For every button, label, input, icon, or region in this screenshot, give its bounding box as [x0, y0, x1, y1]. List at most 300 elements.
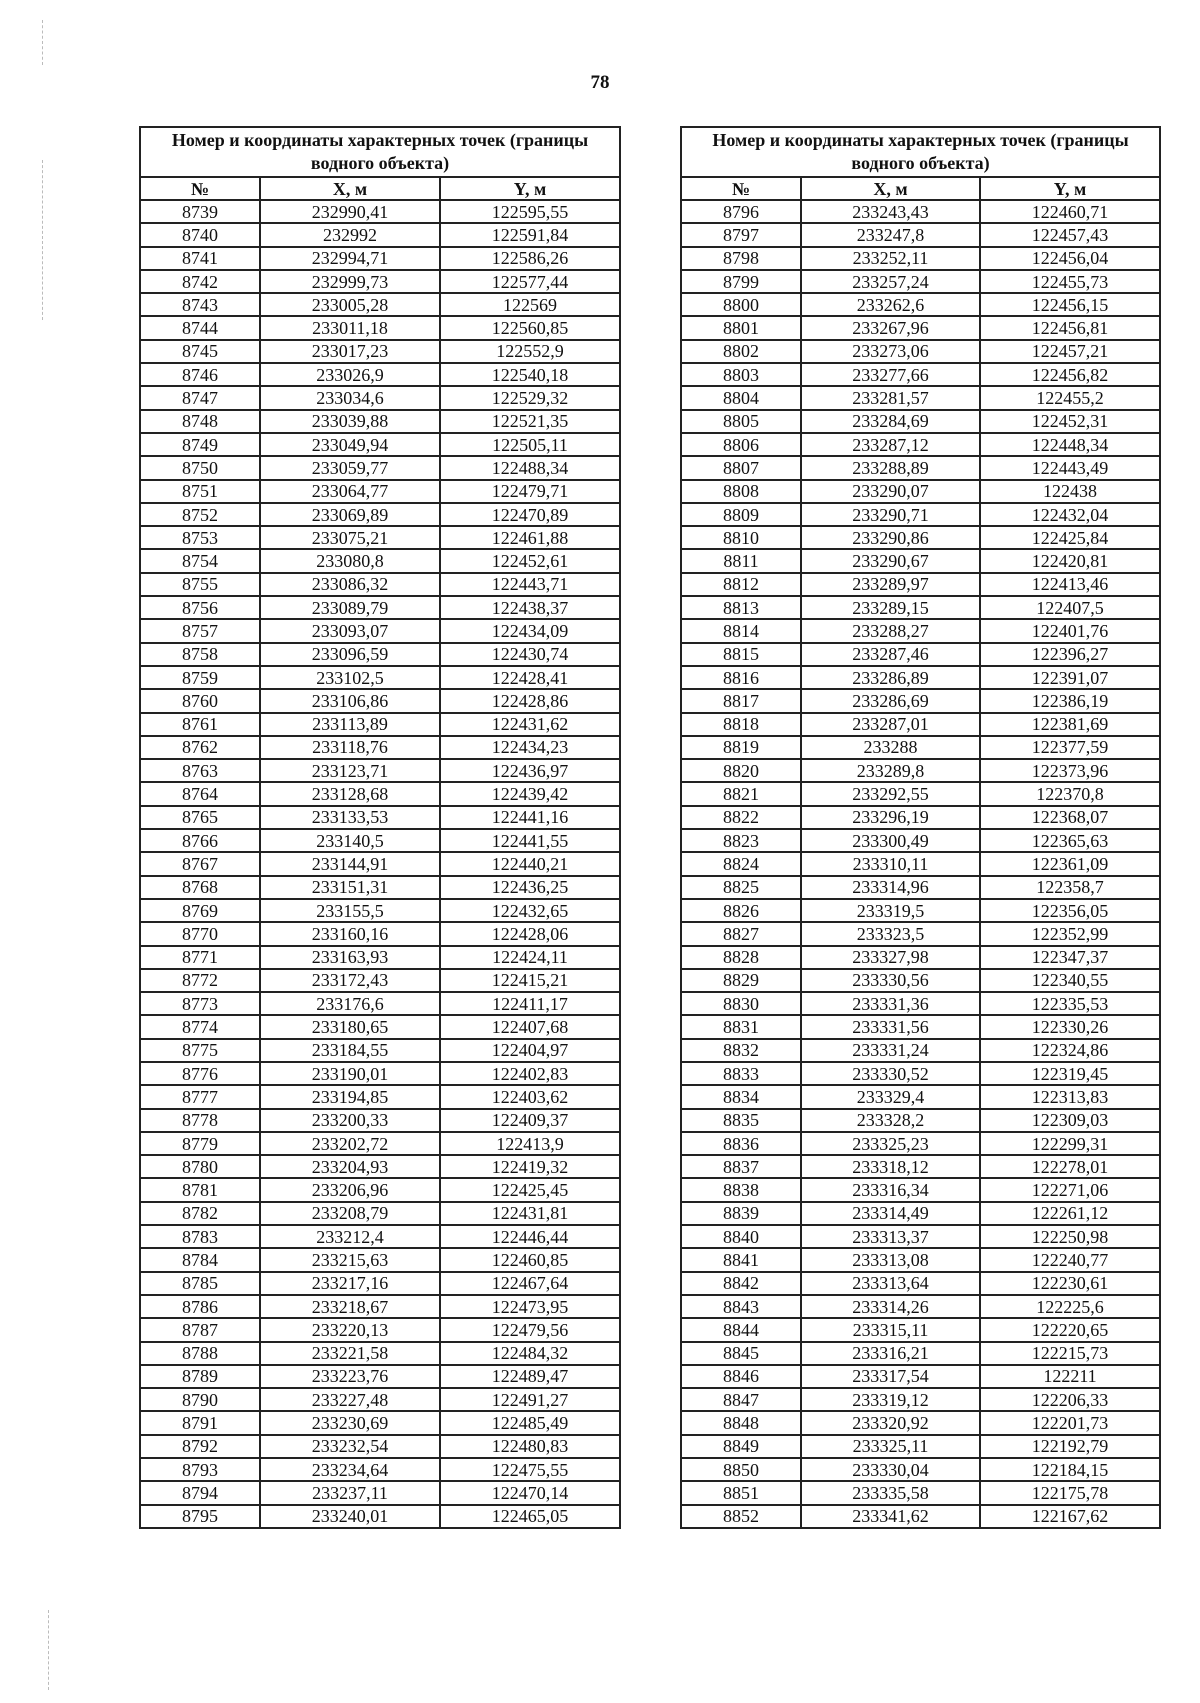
- table-row: [140, 433, 620, 456]
- table-row: [681, 829, 1160, 852]
- point-number-cell: 8791: [140, 1411, 260, 1434]
- coordinate-y-cell: 122201,73: [980, 1411, 1160, 1434]
- coordinate-x-cell: 233288,27: [801, 619, 980, 642]
- coordinate-x-cell: 233151,31: [260, 876, 440, 899]
- coordinate-x-cell: 232994,71: [260, 247, 440, 270]
- table-row: [681, 806, 1160, 829]
- coordinate-y-cell: 122456,04: [980, 247, 1160, 270]
- coordinate-x-cell: 233330,52: [801, 1062, 980, 1085]
- point-number-cell: 8810: [681, 526, 801, 549]
- point-number-cell: 8818: [681, 713, 801, 736]
- table-row: [681, 1085, 1160, 1108]
- point-number-cell: 8820: [681, 759, 801, 782]
- coordinate-y-cell: 122250,98: [980, 1225, 1160, 1248]
- point-number-cell: 8782: [140, 1202, 260, 1225]
- coordinate-y-cell: 122491,27: [440, 1388, 620, 1411]
- point-number-cell: 8823: [681, 829, 801, 852]
- coordinate-y-cell: 122370,8: [980, 782, 1160, 805]
- point-number-cell: 8808: [681, 480, 801, 503]
- coordinate-x-cell: 233106,86: [260, 689, 440, 712]
- table-row: [140, 596, 620, 619]
- coordinate-y-cell: 122215,73: [980, 1342, 1160, 1365]
- table-row: [681, 433, 1160, 456]
- coordinate-y-cell: 122330,26: [980, 1015, 1160, 1038]
- coordinate-y-cell: 122456,82: [980, 363, 1160, 386]
- table-row: [681, 456, 1160, 479]
- coordinate-y-cell: 122479,71: [440, 480, 620, 503]
- coordinate-x-cell: 233140,5: [260, 829, 440, 852]
- coordinate-y-cell: 122396,27: [980, 643, 1160, 666]
- point-number-cell: 8774: [140, 1015, 260, 1038]
- table-row: [140, 1505, 620, 1528]
- point-number-cell: 8767: [140, 852, 260, 875]
- coordinate-x-cell: 233313,08: [801, 1248, 980, 1271]
- point-number-cell: 8764: [140, 782, 260, 805]
- coordinate-x-cell: 233267,96: [801, 316, 980, 339]
- point-number-cell: 8772: [140, 969, 260, 992]
- point-number-cell: 8743: [140, 293, 260, 316]
- coordinate-x-cell: 233190,01: [260, 1062, 440, 1085]
- coordinate-x-cell: 233086,32: [260, 573, 440, 596]
- table-row: [681, 200, 1160, 223]
- coordinate-x-cell: 233243,43: [801, 200, 980, 223]
- coordinate-x-cell: 233319,5: [801, 899, 980, 922]
- coordinate-y-cell: 122413,46: [980, 573, 1160, 596]
- coordinate-x-cell: 233290,71: [801, 503, 980, 526]
- table-title: Номер и координаты характерных точек (границы водного объекта): [140, 127, 620, 177]
- point-number-cell: 8816: [681, 666, 801, 689]
- point-number-cell: 8765: [140, 806, 260, 829]
- table-row: [140, 1085, 620, 1108]
- table-row: [681, 1132, 1160, 1155]
- table-row: [681, 992, 1160, 1015]
- table-row: [140, 806, 620, 829]
- table-row: [681, 759, 1160, 782]
- coordinate-x-cell: 233204,93: [260, 1155, 440, 1178]
- coordinate-y-cell: 122309,03: [980, 1109, 1160, 1132]
- point-number-cell: 8795: [140, 1505, 260, 1528]
- coordinate-y-cell: 122470,14: [440, 1481, 620, 1504]
- table-row: [140, 782, 620, 805]
- table-row: [140, 316, 620, 339]
- column-header-number: №: [681, 177, 801, 200]
- point-number-cell: 8789: [140, 1365, 260, 1388]
- table-row: [681, 386, 1160, 409]
- table-row: [140, 829, 620, 852]
- coordinate-x-cell: 233237,11: [260, 1481, 440, 1504]
- table-row: [681, 1365, 1160, 1388]
- table-row: [681, 480, 1160, 503]
- coordinate-y-cell: 122443,71: [440, 573, 620, 596]
- coordinate-x-cell: 233218,67: [260, 1295, 440, 1318]
- table-row: [681, 619, 1160, 642]
- coordinate-x-cell: 233317,54: [801, 1365, 980, 1388]
- table-row: [140, 573, 620, 596]
- table-row: [681, 876, 1160, 899]
- coordinate-x-cell: 233227,48: [260, 1388, 440, 1411]
- table-row: [140, 480, 620, 503]
- point-number-cell: 8837: [681, 1155, 801, 1178]
- coordinate-y-cell: 122439,42: [440, 782, 620, 805]
- table-row: [140, 1132, 620, 1155]
- point-number-cell: 8759: [140, 666, 260, 689]
- coordinate-x-cell: 233133,53: [260, 806, 440, 829]
- coordinate-y-cell: 122441,16: [440, 806, 620, 829]
- coordinate-x-cell: 232999,73: [260, 270, 440, 293]
- coordinate-x-cell: 233247,8: [801, 223, 980, 246]
- point-number-cell: 8766: [140, 829, 260, 852]
- point-number-cell: 8768: [140, 876, 260, 899]
- coordinate-y-cell: 122473,95: [440, 1295, 620, 1318]
- coordinate-x-cell: 233300,49: [801, 829, 980, 852]
- coordinate-y-cell: 122436,97: [440, 759, 620, 782]
- coordinate-y-cell: 122358,7: [980, 876, 1160, 899]
- coordinate-y-cell: 122425,45: [440, 1178, 620, 1201]
- table-row: [140, 922, 620, 945]
- table-row: [681, 1178, 1160, 1201]
- point-number-cell: 8801: [681, 316, 801, 339]
- table-row: [140, 1435, 620, 1458]
- coordinate-y-cell: 122452,31: [980, 410, 1160, 433]
- point-number-cell: 8822: [681, 806, 801, 829]
- table-row: [140, 992, 620, 1015]
- coordinates-table-right: [680, 126, 1161, 1529]
- coordinate-y-cell: 122386,19: [980, 689, 1160, 712]
- table-row: [681, 922, 1160, 945]
- table-row: [140, 1015, 620, 1038]
- coordinate-x-cell: 233286,89: [801, 666, 980, 689]
- coordinate-y-cell: 122391,07: [980, 666, 1160, 689]
- coordinate-x-cell: 233325,11: [801, 1435, 980, 1458]
- coordinate-y-cell: 122455,2: [980, 386, 1160, 409]
- table-row: [681, 596, 1160, 619]
- point-number-cell: 8821: [681, 782, 801, 805]
- point-number-cell: 8826: [681, 899, 801, 922]
- coordinate-x-cell: 233089,79: [260, 596, 440, 619]
- coordinate-y-cell: 122347,37: [980, 946, 1160, 969]
- coordinate-x-cell: 233034,6: [260, 386, 440, 409]
- coordinate-y-cell: 122488,34: [440, 456, 620, 479]
- point-number-cell: 8770: [140, 922, 260, 945]
- coordinate-x-cell: 233075,21: [260, 526, 440, 549]
- coordinate-x-cell: 233319,12: [801, 1388, 980, 1411]
- coordinate-x-cell: 233123,71: [260, 759, 440, 782]
- coordinate-y-cell: 122425,84: [980, 526, 1160, 549]
- coordinate-y-cell: 122457,43: [980, 223, 1160, 246]
- coordinate-x-cell: 233049,94: [260, 433, 440, 456]
- coordinate-x-cell: 233069,89: [260, 503, 440, 526]
- coordinate-y-cell: 122569: [440, 293, 620, 316]
- point-number-cell: 8838: [681, 1178, 801, 1201]
- point-number-cell: 8756: [140, 596, 260, 619]
- coordinate-x-cell: 233331,56: [801, 1015, 980, 1038]
- point-number-cell: 8811: [681, 549, 801, 572]
- coordinate-y-cell: 122402,83: [440, 1062, 620, 1085]
- point-number-cell: 8775: [140, 1039, 260, 1062]
- table-row: [681, 643, 1160, 666]
- point-number-cell: 8833: [681, 1062, 801, 1085]
- coordinate-x-cell: 233005,28: [260, 293, 440, 316]
- point-number-cell: 8780: [140, 1155, 260, 1178]
- coordinate-x-cell: 233217,16: [260, 1272, 440, 1295]
- table-body: [140, 200, 620, 1528]
- coordinate-y-cell: 122415,21: [440, 969, 620, 992]
- coordinate-x-cell: 233316,34: [801, 1178, 980, 1201]
- coordinate-x-cell: 233128,68: [260, 782, 440, 805]
- table-row: [681, 1318, 1160, 1341]
- coordinate-x-cell: 233341,62: [801, 1505, 980, 1528]
- coordinate-x-cell: 233080,8: [260, 549, 440, 572]
- point-number-cell: 8754: [140, 549, 260, 572]
- coordinate-y-cell: 122470,89: [440, 503, 620, 526]
- coordinate-y-cell: 122591,84: [440, 223, 620, 246]
- coordinate-y-cell: 122438: [980, 480, 1160, 503]
- point-number-cell: 8742: [140, 270, 260, 293]
- point-number-cell: 8805: [681, 410, 801, 433]
- coordinate-x-cell: 233325,23: [801, 1132, 980, 1155]
- table-row: [140, 1481, 620, 1504]
- coordinate-x-cell: 233330,56: [801, 969, 980, 992]
- point-number-cell: 8771: [140, 946, 260, 969]
- table-row: [681, 689, 1160, 712]
- point-number-cell: 8793: [140, 1458, 260, 1481]
- coordinate-y-cell: 122441,55: [440, 829, 620, 852]
- point-number-cell: 8761: [140, 713, 260, 736]
- coordinate-x-cell: 233318,12: [801, 1155, 980, 1178]
- point-number-cell: 8832: [681, 1039, 801, 1062]
- point-number-cell: 8798: [681, 247, 801, 270]
- coordinate-y-cell: 122505,11: [440, 433, 620, 456]
- coordinate-x-cell: 233314,26: [801, 1295, 980, 1318]
- point-number-cell: 8848: [681, 1411, 801, 1434]
- coordinate-y-cell: 122261,12: [980, 1202, 1160, 1225]
- table-row: [140, 1248, 620, 1271]
- table-row: [681, 1062, 1160, 1085]
- point-number-cell: 8751: [140, 480, 260, 503]
- coordinate-x-cell: 233315,11: [801, 1318, 980, 1341]
- point-number-cell: 8752: [140, 503, 260, 526]
- coordinate-y-cell: 122456,81: [980, 316, 1160, 339]
- coordinate-y-cell: 122368,07: [980, 806, 1160, 829]
- coordinate-y-cell: 122175,78: [980, 1481, 1160, 1504]
- point-number-cell: 8845: [681, 1342, 801, 1365]
- coordinate-x-cell: 233172,43: [260, 969, 440, 992]
- coordinate-y-cell: 122313,83: [980, 1085, 1160, 1108]
- point-number-cell: 8802: [681, 340, 801, 363]
- point-number-cell: 8739: [140, 200, 260, 223]
- coordinate-x-cell: 233220,13: [260, 1318, 440, 1341]
- table-row: [140, 1062, 620, 1085]
- coordinate-y-cell: 122428,06: [440, 922, 620, 945]
- table-row: [681, 1481, 1160, 1504]
- point-number-cell: 8842: [681, 1272, 801, 1295]
- coordinate-x-cell: 233017,23: [260, 340, 440, 363]
- coordinate-y-cell: 122434,09: [440, 619, 620, 642]
- coordinate-x-cell: 233273,06: [801, 340, 980, 363]
- coordinate-x-cell: 233240,01: [260, 1505, 440, 1528]
- coordinate-y-cell: 122457,21: [980, 340, 1160, 363]
- coordinate-x-cell: 233206,96: [260, 1178, 440, 1201]
- coordinate-y-cell: 122365,63: [980, 829, 1160, 852]
- coordinate-x-cell: 233289,8: [801, 759, 980, 782]
- point-number-cell: 8852: [681, 1505, 801, 1528]
- coordinate-y-cell: 122407,5: [980, 596, 1160, 619]
- column-header-x: X, м: [260, 177, 440, 200]
- coordinate-y-cell: 122455,73: [980, 270, 1160, 293]
- coordinate-y-cell: 122595,55: [440, 200, 620, 223]
- table-row: [681, 340, 1160, 363]
- coordinate-y-cell: 122489,47: [440, 1365, 620, 1388]
- point-number-cell: 8847: [681, 1388, 801, 1411]
- point-number-cell: 8778: [140, 1109, 260, 1132]
- table-row: [140, 549, 620, 572]
- coordinate-x-cell: 233212,4: [260, 1225, 440, 1248]
- coordinate-y-cell: 122434,23: [440, 736, 620, 759]
- table-row: [681, 526, 1160, 549]
- table-row: [140, 643, 620, 666]
- coordinate-y-cell: 122484,32: [440, 1342, 620, 1365]
- coordinate-y-cell: 122448,34: [980, 433, 1160, 456]
- table-row: [140, 1342, 620, 1365]
- point-number-cell: 8785: [140, 1272, 260, 1295]
- table-row: [140, 1318, 620, 1341]
- column-header-x: X, м: [801, 177, 980, 200]
- coordinate-x-cell: 233289,97: [801, 573, 980, 596]
- coordinate-y-cell: 122167,62: [980, 1505, 1160, 1528]
- table-row: [681, 1039, 1160, 1062]
- table-row: [681, 946, 1160, 969]
- coordinate-y-cell: 122419,32: [440, 1155, 620, 1178]
- coordinate-x-cell: 233316,21: [801, 1342, 980, 1365]
- point-number-cell: 8783: [140, 1225, 260, 1248]
- table-row: [140, 1458, 620, 1481]
- coordinate-x-cell: 233096,59: [260, 643, 440, 666]
- point-number-cell: 8841: [681, 1248, 801, 1271]
- coordinate-y-cell: 122479,56: [440, 1318, 620, 1341]
- coordinate-x-cell: 233118,76: [260, 736, 440, 759]
- point-number-cell: 8748: [140, 410, 260, 433]
- table-row: [681, 1248, 1160, 1271]
- table-row: [681, 410, 1160, 433]
- coordinate-y-cell: 122319,45: [980, 1062, 1160, 1085]
- point-number-cell: 8788: [140, 1342, 260, 1365]
- coordinate-x-cell: 233313,37: [801, 1225, 980, 1248]
- coordinate-x-cell: 233281,57: [801, 386, 980, 409]
- table-row: [681, 1155, 1160, 1178]
- coordinate-y-cell: 122401,76: [980, 619, 1160, 642]
- table-row: [140, 1202, 620, 1225]
- point-number-cell: 8773: [140, 992, 260, 1015]
- point-number-cell: 8763: [140, 759, 260, 782]
- coordinate-y-cell: 122407,68: [440, 1015, 620, 1038]
- coordinate-y-cell: 122540,18: [440, 363, 620, 386]
- table-row: [140, 1295, 620, 1318]
- point-number-cell: 8749: [140, 433, 260, 456]
- point-number-cell: 8750: [140, 456, 260, 479]
- table-row: [140, 899, 620, 922]
- point-number-cell: 8831: [681, 1015, 801, 1038]
- coordinate-y-cell: 122211: [980, 1365, 1160, 1388]
- coordinate-x-cell: 233284,69: [801, 410, 980, 433]
- table-row: [140, 293, 620, 316]
- table-row: [681, 1388, 1160, 1411]
- coordinate-y-cell: 122299,31: [980, 1132, 1160, 1155]
- coordinate-x-cell: 233234,64: [260, 1458, 440, 1481]
- point-number-cell: 8813: [681, 596, 801, 619]
- coordinate-x-cell: 233289,15: [801, 596, 980, 619]
- table-row: [681, 503, 1160, 526]
- coordinate-x-cell: 233155,5: [260, 899, 440, 922]
- point-number-cell: 8817: [681, 689, 801, 712]
- coordinate-x-cell: 233330,04: [801, 1458, 980, 1481]
- coordinate-x-cell: 233287,12: [801, 433, 980, 456]
- coordinate-y-cell: 122460,71: [980, 200, 1160, 223]
- coordinate-x-cell: 233221,58: [260, 1342, 440, 1365]
- coordinate-x-cell: 233287,46: [801, 643, 980, 666]
- coordinate-x-cell: 233208,79: [260, 1202, 440, 1225]
- coordinate-y-cell: 122577,44: [440, 270, 620, 293]
- point-number-cell: 8846: [681, 1365, 801, 1388]
- coordinate-y-cell: 122521,35: [440, 410, 620, 433]
- coordinate-x-cell: 233184,55: [260, 1039, 440, 1062]
- point-number-cell: 8825: [681, 876, 801, 899]
- coordinate-y-cell: 122480,83: [440, 1435, 620, 1458]
- table-row: [681, 363, 1160, 386]
- point-number-cell: 8747: [140, 386, 260, 409]
- point-number-cell: 8828: [681, 946, 801, 969]
- point-number-cell: 8784: [140, 1248, 260, 1271]
- coordinate-y-cell: 122340,55: [980, 969, 1160, 992]
- coordinate-y-cell: 122586,26: [440, 247, 620, 270]
- point-number-cell: 8812: [681, 573, 801, 596]
- table-row: [140, 503, 620, 526]
- scan-margin-mark: [48, 1610, 50, 1690]
- table-row: [140, 363, 620, 386]
- coordinate-y-cell: 122381,69: [980, 713, 1160, 736]
- coordinate-x-cell: 233310,11: [801, 852, 980, 875]
- table-row: [681, 782, 1160, 805]
- coordinate-y-cell: 122438,37: [440, 596, 620, 619]
- table-row: [681, 969, 1160, 992]
- coordinate-y-cell: 122324,86: [980, 1039, 1160, 1062]
- point-number-cell: 8760: [140, 689, 260, 712]
- coordinate-y-cell: 122413,9: [440, 1132, 620, 1155]
- coordinate-y-cell: 122475,55: [440, 1458, 620, 1481]
- point-number-cell: 8836: [681, 1132, 801, 1155]
- point-number-cell: 8835: [681, 1109, 801, 1132]
- point-number-cell: 8850: [681, 1458, 801, 1481]
- table-row: [681, 1435, 1160, 1458]
- scan-margin-mark: [42, 160, 44, 320]
- table-row: [681, 736, 1160, 759]
- table-row: [140, 200, 620, 223]
- point-number-cell: 8819: [681, 736, 801, 759]
- coordinate-y-cell: 122485,49: [440, 1411, 620, 1434]
- coordinate-y-cell: 122404,97: [440, 1039, 620, 1062]
- table-row: [140, 689, 620, 712]
- coordinate-y-cell: 122431,81: [440, 1202, 620, 1225]
- table-row: [140, 340, 620, 363]
- coordinate-x-cell: 233026,9: [260, 363, 440, 386]
- point-number-cell: 8827: [681, 922, 801, 945]
- table-row: [140, 1039, 620, 1062]
- table-row: [140, 1178, 620, 1201]
- point-number-cell: 8790: [140, 1388, 260, 1411]
- coordinate-y-cell: 122430,74: [440, 643, 620, 666]
- table-row: [140, 1109, 620, 1132]
- coordinate-y-cell: 122335,53: [980, 992, 1160, 1015]
- coordinate-y-cell: 122436,25: [440, 876, 620, 899]
